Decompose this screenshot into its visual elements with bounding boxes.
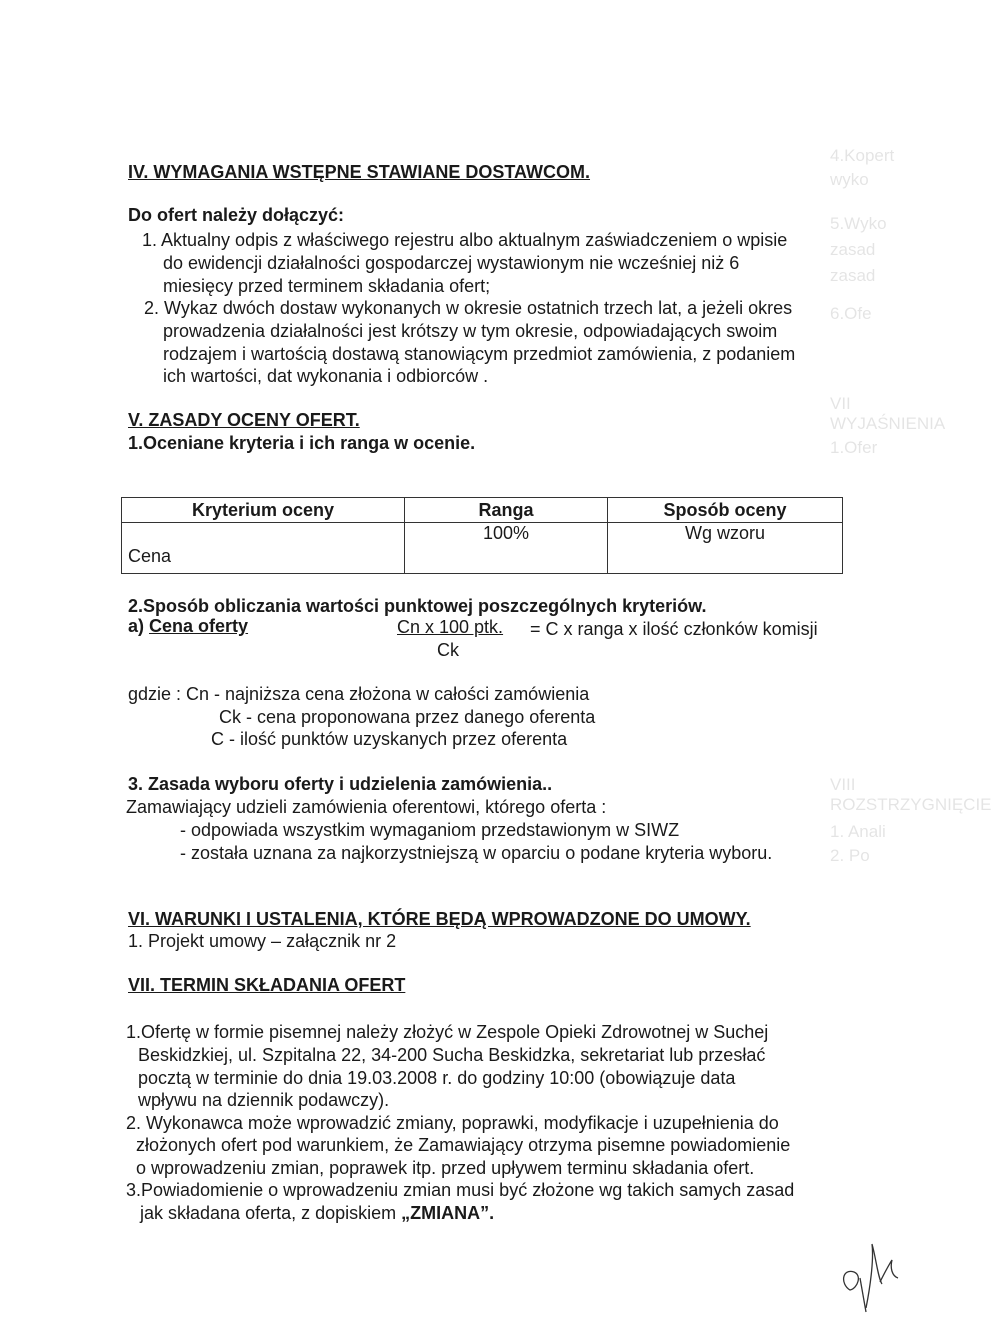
- notice-paragraph-line: [140, 1203, 494, 1224]
- scoring-subheading: 2.Sposób obliczania wartości punktowej poszczególnych kryteriów.: [128, 596, 707, 616]
- requirement-2-line: prowadzenia działalności jest krótszy w tym okresie, odpowiadających swoim: [163, 321, 778, 341]
- bleed-through-line: 4.Kopert: [830, 146, 895, 165]
- section-v-heading: V. ZASADY OCENY OFERT.: [128, 410, 360, 430]
- contract-item: 1. Projekt umowy – załącznik nr 2: [128, 931, 397, 951]
- selection-point: - została uznana za najkorzystniejszą w oparciu o podane kryteria wyboru.: [180, 843, 773, 863]
- bleed-through-line: 2. Po: [830, 846, 870, 865]
- formula-numerator: Cn x 100 ptk.: [397, 617, 504, 637]
- table-header-rank: Ranga: [405, 498, 608, 523]
- deadline-paragraph-line: wpływu na dziennik podawczy).: [138, 1090, 390, 1110]
- selection-point: - odpowiada wszystkim wymaganiom przedstawionym w SIWZ: [180, 820, 680, 840]
- changes-paragraph-line: 2. Wykonawca może wprowadzić zmiany, poprawki, modyfikacje i uzupełnienia do: [126, 1113, 779, 1133]
- criteria-subheading: 1.Oceniane kryteria i ich ranga w ocenie.: [128, 433, 476, 453]
- legend-line: gdzie : Cn - najniższa cena złożona w całości zamówienia: [128, 684, 590, 704]
- requirement-1-line: do ewidencji działalności gospodarczej wystawionym nie wcześniej niż 6: [163, 253, 740, 273]
- bleed-through-line: VII WYJAŚNIENIA: [830, 394, 946, 433]
- bleed-through-line: wyko: [830, 170, 869, 189]
- legend-line: Ck - cena proponowana przez danego oferenta: [219, 707, 596, 727]
- requirement-1-line: miesięcy przed terminem składania ofert;: [163, 276, 491, 296]
- bleed-through-line: 1. Anali: [830, 822, 886, 841]
- attachments-label: Do ofert należy dołączyć:: [128, 205, 345, 225]
- section-iv-heading: IV. WYMAGANIA WSTĘPNE STAWIANE DOSTAWCOM.: [128, 162, 591, 182]
- table-header-method: Sposób oceny: [608, 498, 843, 523]
- table-cell-rank: 100%: [405, 523, 608, 574]
- deadline-paragraph-line: pocztą w terminie do dnia 19.03.2008 r. do godziny 10:00 (obowiązuje data: [138, 1068, 736, 1088]
- requirement-1-line: 1. Aktualny odpis z właściwego rejestru albo aktualnym zaświadczeniem o wpisie: [142, 230, 788, 250]
- table-cell-method: Wg wzoru: [608, 523, 843, 574]
- requirement-2-line: 2. Wykaz dwóch dostaw wykonanych w okresie ostatnich trzech lat, a jeżeli okres: [144, 298, 793, 318]
- changes-paragraph-line: o wprowadzeniu zmian, poprawek itp. przed upływem terminu składania ofert.: [136, 1158, 755, 1178]
- formula-rhs: = C x ranga x ilość członków komisji: [530, 619, 818, 639]
- table-header-criterion: Kryterium oceny: [122, 498, 405, 523]
- bleed-through-line: 1.Ofer: [830, 438, 878, 457]
- selection-subheading: 3. Zasada wyboru oferty i udzielenia zamówienia..: [128, 774, 553, 794]
- formula-label-line: [128, 616, 248, 637]
- bleed-through-line: 6.Ofe: [830, 304, 872, 323]
- notice-text: jak składana oferta, z dopiskiem: [140, 1203, 402, 1223]
- changes-paragraph-line: złożonych ofert pod warunkiem, że Zamawiający otrzyma pisemne powiadomienie: [136, 1135, 791, 1155]
- bleed-through-line: zasad: [830, 266, 876, 285]
- legend-line: C - ilość punktów uzyskanych przez oferenta: [211, 729, 568, 749]
- zmiana-keyword: „ZMIANA”.: [401, 1203, 495, 1223]
- bleed-through-line: 5.Wyko: [830, 214, 887, 233]
- formula-label: Cena oferty: [149, 616, 249, 636]
- section-vi-heading: VI. WARUNKI I USTALENIA, KTÓRE BĘDĄ WPROWADZONE DO UMOWY.: [128, 909, 751, 929]
- formula-denominator: Ck: [437, 640, 459, 660]
- table-cell-criterion: Cena: [122, 523, 405, 574]
- handwritten-signature: [836, 1238, 906, 1318]
- table-header-row: [122, 498, 843, 523]
- deadline-paragraph-line: 1.Ofertę w formie pisemnej należy złożyć w Zespole Opieki Zdrowotnej w Suchej: [126, 1022, 769, 1042]
- deadline-paragraph-line: Beskidzkiej, ul. Szpitalna 22, 34-200 Sucha Beskidzka, sekretariat lub przesłać: [138, 1045, 766, 1065]
- notice-paragraph-line: 3.Powiadomienie o wprowadzeniu zmian musi być złożone wg takich samych zasad: [126, 1180, 795, 1200]
- requirement-2-line: ich wartości, dat wykonania i odbiorców .: [163, 366, 489, 386]
- section-vii-heading: VII. TERMIN SKŁADANIA OFERT: [128, 975, 406, 995]
- bleed-through-line: zasad: [830, 240, 876, 259]
- requirement-2-line: rodzajem i wartością dostawą stanowiącym przedmiot zamówienia, z podaniem: [163, 344, 796, 364]
- bleed-through-line: VIII ROZSTRZYGNIĘCIE: [830, 775, 992, 814]
- selection-text: Zamawiający udzieli zamówienia oferentowi, którego oferta :: [126, 797, 607, 817]
- table-row: [122, 523, 843, 574]
- formula-prefix: a): [128, 616, 150, 636]
- criteria-table: [121, 497, 843, 574]
